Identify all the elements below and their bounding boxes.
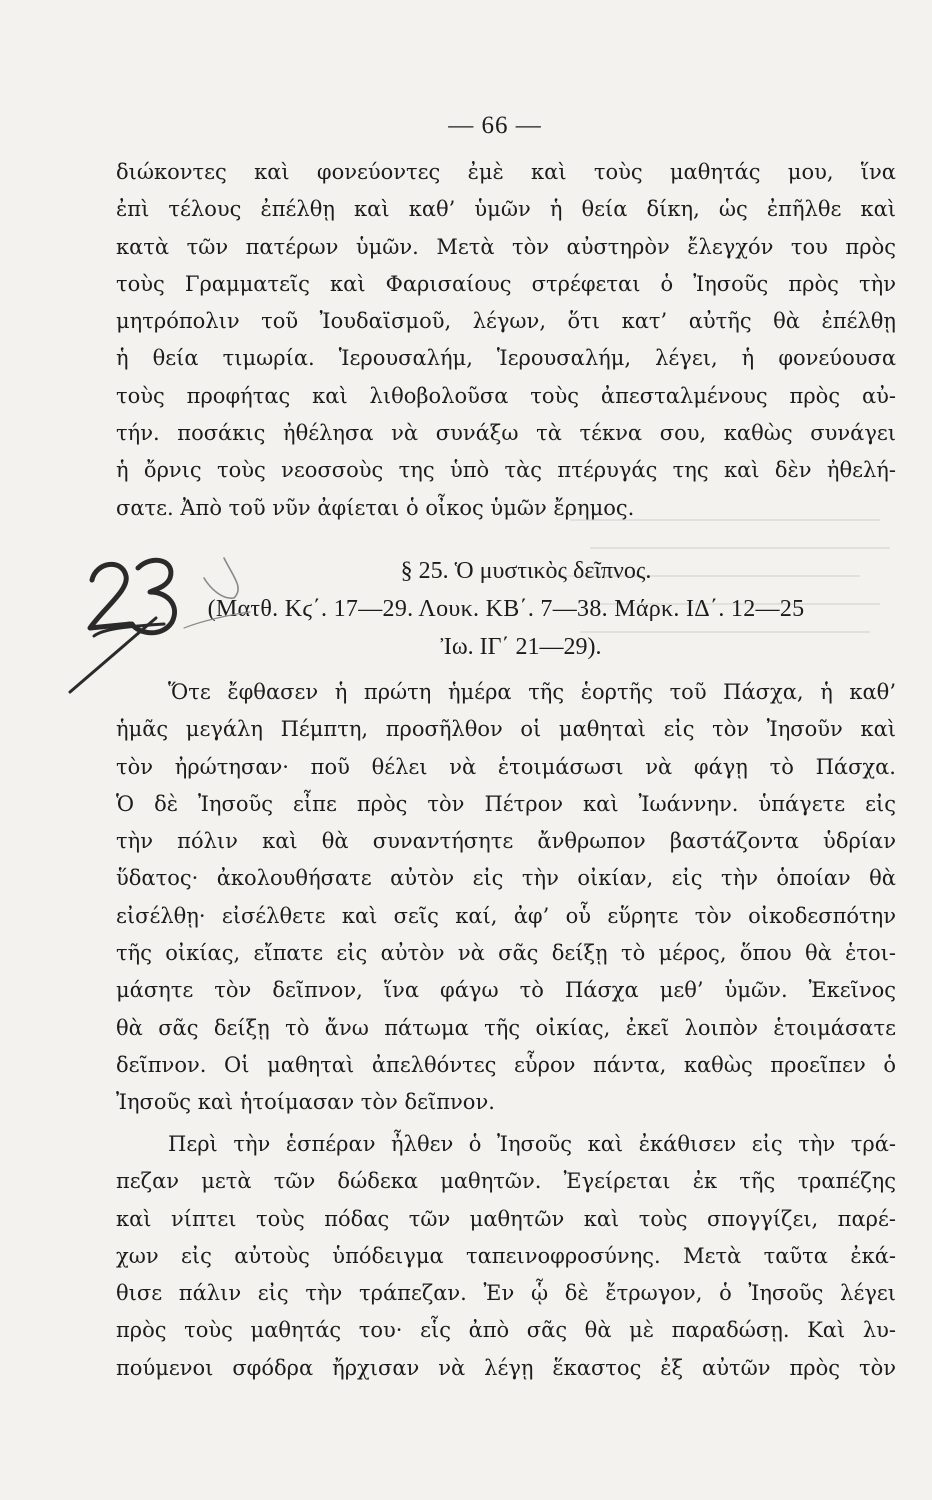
text-line: τήν. ποσάκις ἠθέλησα νὰ συνάξω τὰ τέκνα σου, καθὼς συνάγει bbox=[116, 421, 896, 446]
text-line: τὴν πόλιν καὶ θὰ συναντήσητε ἄνθρωπον βαστάζοντα ὑδρίαν bbox=[116, 829, 896, 854]
text-line: μητρόπολιν τοῦ Ἰουδαϊσμοῦ, λέγων, ὅτι κατ’ αὐτῆς θὰ ἐπέλθῃ bbox=[116, 309, 896, 334]
paragraph-2 bbox=[116, 674, 896, 1122]
text-line: ἡμᾶς μεγάλη Πέμπτη, προσῆλθον οἱ μαθηταὶ εἰς τὸν Ἰησοῦν καὶ bbox=[116, 717, 896, 742]
text-line: ἐπὶ τέλους ἐπέλθῃ καὶ καθ’ ὑμῶν ἡ θεία δίκη, ὡς ἐπῆλθε καὶ bbox=[116, 197, 896, 222]
paragraph-3 bbox=[116, 1126, 896, 1387]
text-line: μάσητε τὸν δεῖπνον, ἵνα φάγω τὸ Πάσχα μεθ’ ὑμῶν. Ἐκεῖνος bbox=[116, 978, 896, 1003]
section-title: § 25. Ὁ μυστικὸς δεῖπνος. bbox=[400, 558, 652, 584]
handwritten-annotation-mark bbox=[34, 528, 254, 708]
text-line: Ὁ δὲ Ἰησοῦς εἶπε πρὸς τὸν Πέτρον καὶ Ἰωάννην. ὑπάγετε εἰς bbox=[116, 791, 896, 816]
text-line: ὕδατος· ἀκολουθήσατε αὐτὸν εἰς τὴν οἰκίαν, εἰς τὴν ὁποίαν θὰ bbox=[116, 866, 896, 891]
text-line: διώκοντες καὶ φονεύοντες ἐμὲ καὶ τοὺς μαθητάς μου, ἵνα bbox=[116, 160, 896, 184]
paragraph-1 bbox=[116, 154, 896, 527]
text-line: πούμενοι σφόδρα ἤρχισαν νὰ λέγῃ ἕκαστος ἐξ αὐτῶν πρὸς τὸν bbox=[116, 1355, 896, 1380]
text-line: εἰσέλθῃ· εἰσέλθετε καὶ σεῖς καί, ἀφ’ οὗ εὕρητε τὸν οἰκοδεσπότην bbox=[116, 903, 896, 928]
text-line: Ἰησοῦς καὶ ἡτοίμασαν τὸν δεῖπνον. bbox=[116, 1090, 495, 1115]
section-references: (Ματθ. Κϛ΄. 17—29. Λουκ. ΚΒ΄. 7—38. Μάρκ. ΙΔ΄. 12—25 bbox=[207, 596, 805, 622]
text-line: Περὶ τὴν ἑσπέραν ἦλθεν ὁ Ἰησοῦς καὶ ἐκάθισεν εἰς τὴν τρά- bbox=[168, 1132, 896, 1156]
text-line: σατε. Ἀπὸ τοῦ νῦν ἀφίεται ὁ οἶκος ὑμῶν ἔρημος. bbox=[116, 495, 635, 520]
text-line: ἡ θεία τιμωρία. Ἱερουσαλήμ, Ἱερουσαλήμ, λέγει, ἡ φονεύουσα bbox=[116, 346, 896, 371]
text-line: θισε πάλιν εἰς τὴν τράπεζαν. Ἐν ᾧ δὲ ἔτρωγον, ὁ Ἰησοῦς λέγει bbox=[116, 1281, 896, 1306]
text-line: κατὰ τῶν πατέρων ὑμῶν. Μετὰ τὸν αὐστηρὸν ἔλεγχόν του πρὸς bbox=[116, 234, 896, 259]
text-line: τῆς οἰκίας, εἴπατε εἰς αὐτὸν νὰ σᾶς δείξῃ τὸ μέρος, ὅπου θὰ ἑτοι- bbox=[116, 941, 896, 966]
text-line: χων εἰς αὐτοὺς ὑπόδειγμα ταπεινοφροσύνης. Μετὰ ταῦτα ἐκά- bbox=[116, 1243, 896, 1268]
section-references-continued: Ἰω. ΙΓ΄ 21—29). bbox=[440, 634, 602, 660]
text-line: καὶ νίπτει τοὺς πόδας τῶν μαθητῶν καὶ τοὺς σπογγίζει, παρέ- bbox=[116, 1206, 896, 1231]
text-line: πρὸς τοὺς μαθητάς του· εἷς ἀπὸ σᾶς θὰ μὲ παραδώσῃ. Καὶ λυ- bbox=[116, 1318, 896, 1343]
text-line: δεῖπνον. Οἱ μαθηταὶ ἀπελθόντες εὗρον πάντα, καθὼς προεῖπεν ὁ bbox=[116, 1052, 896, 1077]
text-line: ἡ ὄρνις τοὺς νεοσσοὺς της ὑπὸ τὰς πτέρυγάς της καὶ δὲν ἠθελή- bbox=[116, 458, 896, 483]
page-number: — 66 — bbox=[448, 112, 542, 139]
text-line: Ὅτε ἔφθασεν ἡ πρώτη ἡμέρα τῆς ἑορτῆς τοῦ Πάσχα, ἡ καθ’ bbox=[168, 680, 896, 704]
text-line: τοὺς Γραμματεῖς καὶ Φαρισαίους στρέφεται ὁ Ἰησοῦς πρὸς τὴν bbox=[116, 271, 896, 296]
text-line: θὰ σᾶς δείξῃ τὸ ἄνω πάτωμα τῆς οἰκίας, ἐκεῖ λοιπὸν ἑτοιμάσατε bbox=[116, 1015, 896, 1040]
text-line: τὸν ἠρώτησαν· ποῦ θέλει νὰ ἑτοιμάσωσι νὰ φάγῃ τὸ Πάσχα. bbox=[116, 754, 896, 779]
text-line: τοὺς προφήτας καὶ λιθοβολοῦσα τοὺς ἀπεσταλμένους πρὸς αὐ- bbox=[116, 383, 896, 408]
text-line: πεζαν μετὰ τῶν δώδεκα μαθητῶν. Ἐγείρεται ἐκ τῆς τραπέζης bbox=[116, 1169, 896, 1194]
